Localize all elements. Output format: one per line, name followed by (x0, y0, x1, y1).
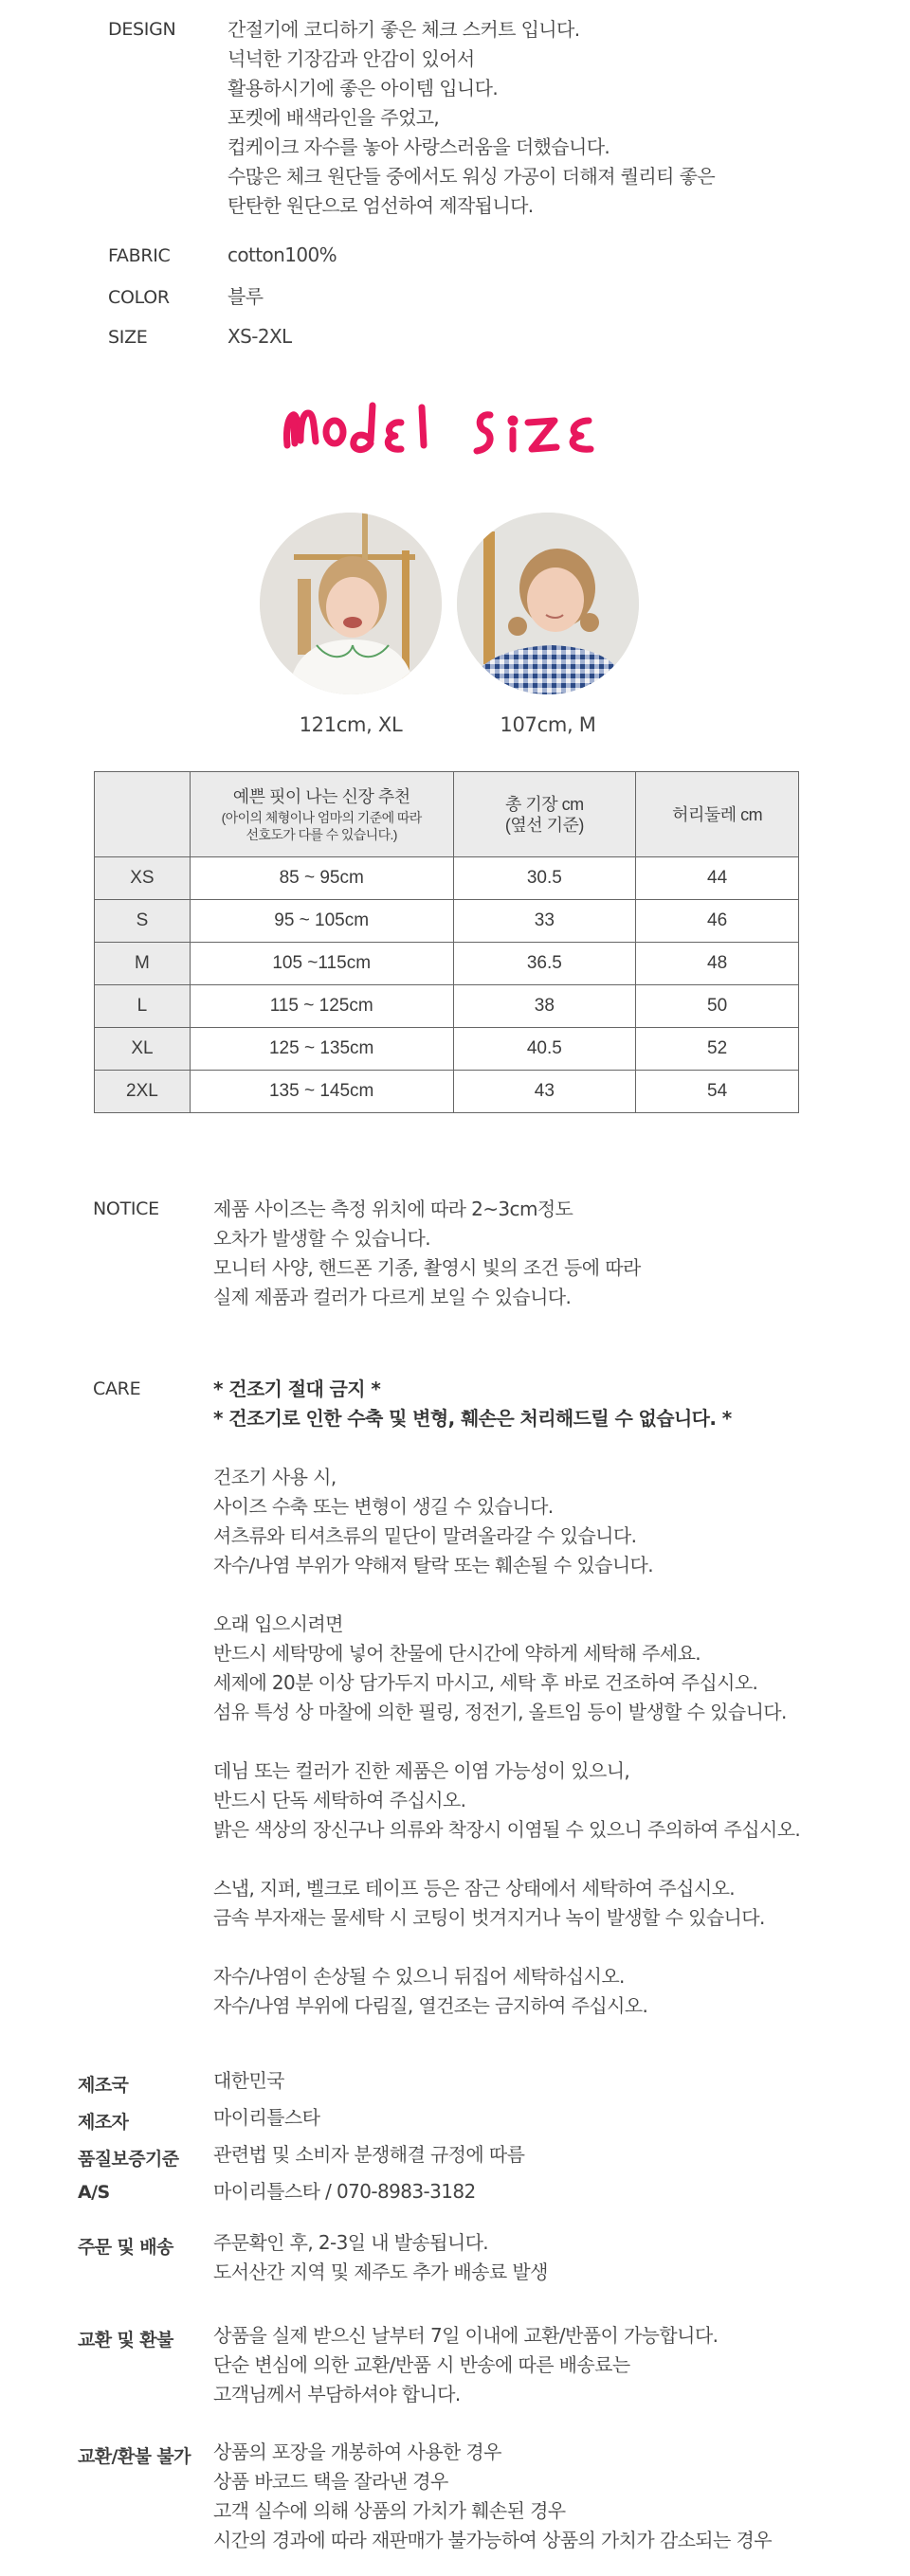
care-line: 오래 입으시려면 (213, 1612, 343, 1635)
care-text (213, 1375, 800, 2021)
header-height-sub-1: (아이의 체형이나 엄마의 기준에 따라 (221, 809, 422, 825)
cell-size: 2XL (95, 1071, 191, 1113)
design-line: 활용하시기에 좋은 아이템 입니다. (228, 77, 499, 99)
cell-height: 85 ~ 95cm (190, 857, 453, 900)
origin-label: 제조국 (78, 2075, 129, 2096)
design-line: 포켓에 배색라인을 주었고, (228, 106, 440, 129)
notice-line: 오차가 발생할 수 있습니다. (213, 1227, 430, 1250)
care-line: 밝은 색상의 장신구나 의류와 착장시 이염될 수 있으니 주의하여 주십시오. (213, 1818, 801, 1841)
design-line: 컵케이크 자수를 놓아 사랑스러움을 더했습니다. (228, 135, 610, 158)
model-size-title (280, 388, 621, 464)
no-exchange-line: 상품의 포장을 개봉하여 사용한 경우 (213, 2441, 501, 2463)
spacer (213, 1933, 800, 1962)
cell-height: 125 ~ 135cm (190, 1028, 453, 1071)
cell-length: 43 (453, 1071, 636, 1113)
cell-height: 135 ~ 145cm (190, 1071, 453, 1113)
no-exchange-label: 교환/환불 불가 (78, 2446, 191, 2467)
notice-text (213, 1195, 641, 1312)
spacer (213, 1727, 800, 1756)
care-line: 자수/나염이 손상될 수 있으니 뒤집어 세탁하십시오. (213, 1965, 625, 1988)
care-line: 사이즈 수축 또는 변형이 생길 수 있습니다. (213, 1495, 554, 1518)
table-row (95, 1028, 799, 1071)
cell-length: 36.5 (453, 943, 636, 985)
header-recommended-height (190, 772, 453, 857)
cell-length: 40.5 (453, 1028, 636, 1071)
care-line: 데님 또는 컬러가 진한 제품은 이염 가능성이 있으니, (213, 1759, 630, 1782)
header-height-main: 예쁜 핏이 나는 신장 추천 (232, 786, 410, 806)
care-line: 건조기 사용 시, (213, 1466, 337, 1488)
size-label: SIZE (108, 327, 148, 348)
exchange-line: 상품을 실제 받으신 날부터 7일 이내에 교환/반품이 가능합니다. (213, 2324, 719, 2347)
model-photo-2 (457, 513, 639, 694)
maker-label: 제조자 (78, 2112, 129, 2133)
care-label: CARE (93, 1378, 141, 1399)
cell-waist: 44 (636, 857, 799, 900)
maker-value: 마이리틀스타 (213, 2106, 320, 2129)
model-size-handwritten-icon (280, 388, 621, 464)
table-row (95, 1071, 799, 1113)
design-description (228, 15, 715, 221)
exchange-line: 고객님께서 부담하셔야 합니다. (213, 2383, 461, 2405)
cell-length: 33 (453, 900, 636, 943)
header-total-length (453, 772, 636, 857)
spacer (213, 1580, 800, 1610)
size-chart-table (94, 771, 799, 1113)
color-value: 블루 (228, 285, 264, 308)
no-exchange-line: 고객 실수에 의해 상품의 가치가 훼손된 경우 (213, 2499, 566, 2522)
shipping-label: 주문 및 배송 (78, 2237, 173, 2258)
cell-height: 95 ~ 105cm (190, 900, 453, 943)
fabric-value: cotton100% (228, 243, 337, 266)
care-warning: * 건조기로 인한 수축 및 변형, 훼손은 처리해드릴 수 없습니다. * (213, 1407, 732, 1430)
table-row (95, 857, 799, 900)
exchange-text (213, 2321, 718, 2409)
size-table-header-row (95, 772, 799, 857)
cell-waist: 46 (636, 900, 799, 943)
care-warning: * 건조기 절대 금지 * (213, 1378, 381, 1400)
origin-value: 대한민국 (213, 2069, 284, 2092)
care-line: 셔츠류와 티셔츠류의 밑단이 말려올라갈 수 있습니다. (213, 1524, 637, 1547)
quality-value: 관련법 및 소비자 분쟁해결 규정에 따름 (213, 2143, 525, 2166)
as-label: A/S (78, 2182, 110, 2203)
care-line: 반드시 단독 세탁하여 주십시오. (213, 1789, 466, 1811)
cell-waist: 50 (636, 985, 799, 1028)
spacer (213, 1845, 800, 1874)
cell-size: XS (95, 857, 191, 900)
model-photo-1 (260, 513, 442, 694)
exchange-line: 단순 변심에 의한 교환/반품 시 반송에 따른 배송료는 (213, 2353, 630, 2376)
notice-line: 모니터 사양, 핸드폰 기종, 촬영시 빛의 조건 등에 따라 (213, 1256, 641, 1279)
design-line: 간절기에 코디하기 좋은 체크 스커트 입니다. (228, 18, 580, 41)
design-label: DESIGN (108, 19, 176, 40)
cell-waist: 54 (636, 1071, 799, 1113)
as-value: 마이리틀스타 / 070-8983-3182 (213, 2180, 476, 2203)
design-line: 탄탄한 원단으로 엄선하여 제작됩니다. (228, 194, 534, 217)
cell-size: L (95, 985, 191, 1028)
model-photo-girl-white-collar (260, 513, 442, 694)
cell-length: 30.5 (453, 857, 636, 900)
header-length-1: 총 기장 cm (505, 794, 584, 814)
shipping-text (213, 2228, 548, 2287)
table-row (95, 900, 799, 943)
header-length-2: (옆선 기준) (504, 815, 584, 835)
care-line: 세제에 20분 이상 담가두지 마시고, 세탁 후 바로 건조하여 주십시오. (213, 1671, 758, 1694)
model-caption-1: 121cm, XL (299, 713, 403, 736)
spacer (213, 1433, 800, 1463)
shipping-line: 도서산간 지역 및 제주도 추가 배송료 발생 (213, 2261, 548, 2283)
size-value: XS-2XL (228, 325, 292, 348)
header-waist: 허리둘레 cm (636, 772, 799, 857)
care-line: 스냅, 지퍼, 벨크로 테이프 등은 잠근 상태에서 세탁하여 주십시오. (213, 1877, 736, 1900)
model-photo-girl-blue-gingham (457, 513, 639, 694)
header-height-sub-2: 선호도가 다를 수 있습니다.) (246, 826, 397, 842)
table-row (95, 943, 799, 985)
cell-height: 105 ~115cm (190, 943, 453, 985)
no-exchange-line: 시간의 경과에 따라 재판매가 불가능하여 상품의 가치가 감소되는 경우 (213, 2529, 772, 2551)
notice-label: NOTICE (93, 1198, 159, 1219)
care-line: 자수/나염 부위가 약해져 탈락 또는 훼손될 수 있습니다. (213, 1554, 654, 1576)
no-exchange-text (213, 2438, 772, 2555)
notice-line: 제품 사이즈는 측정 위치에 따라 2~3cm정도 (213, 1198, 573, 1220)
table-row (95, 985, 799, 1028)
cell-size: M (95, 943, 191, 985)
exchange-label: 교환 및 환불 (78, 2330, 173, 2351)
care-line: 자수/나염 부위에 다림질, 열건조는 금지하여 주십시오. (213, 1994, 648, 2017)
shipping-line: 주문확인 후, 2-3일 내 발송됩니다. (213, 2231, 489, 2254)
cell-size: S (95, 900, 191, 943)
color-label: COLOR (108, 287, 170, 308)
design-line: 수많은 체크 원단들 중에서도 워싱 가공이 더해져 퀄리티 좋은 (228, 165, 716, 188)
care-line: 반드시 세탁망에 넣어 찬물에 단시간에 약하게 세탁해 주세요. (213, 1642, 701, 1665)
quality-label: 품질보증기준 (78, 2149, 179, 2170)
fabric-label: FABRIC (108, 245, 171, 266)
cell-waist: 52 (636, 1028, 799, 1071)
cell-length: 38 (453, 985, 636, 1028)
model-caption-2: 107cm, M (500, 713, 596, 736)
cell-height: 115 ~ 125cm (190, 985, 453, 1028)
care-line: 금속 부자재는 물세탁 시 코팅이 벗겨지거나 녹이 발생할 수 있습니다. (213, 1906, 765, 1929)
design-line: 넉넉한 기장감과 안감이 있어서 (228, 47, 475, 70)
cell-size: XL (95, 1028, 191, 1071)
cell-waist: 48 (636, 943, 799, 985)
care-line: 섬유 특성 상 마찰에 의한 필링, 정전기, 올트임 등이 발생할 수 있습니다. (213, 1701, 787, 1723)
header-size (95, 772, 191, 857)
notice-line: 실제 제품과 컬러가 다르게 보일 수 있습니다. (213, 1286, 572, 1308)
no-exchange-line: 상품 바코드 택을 잘라낸 경우 (213, 2470, 448, 2493)
